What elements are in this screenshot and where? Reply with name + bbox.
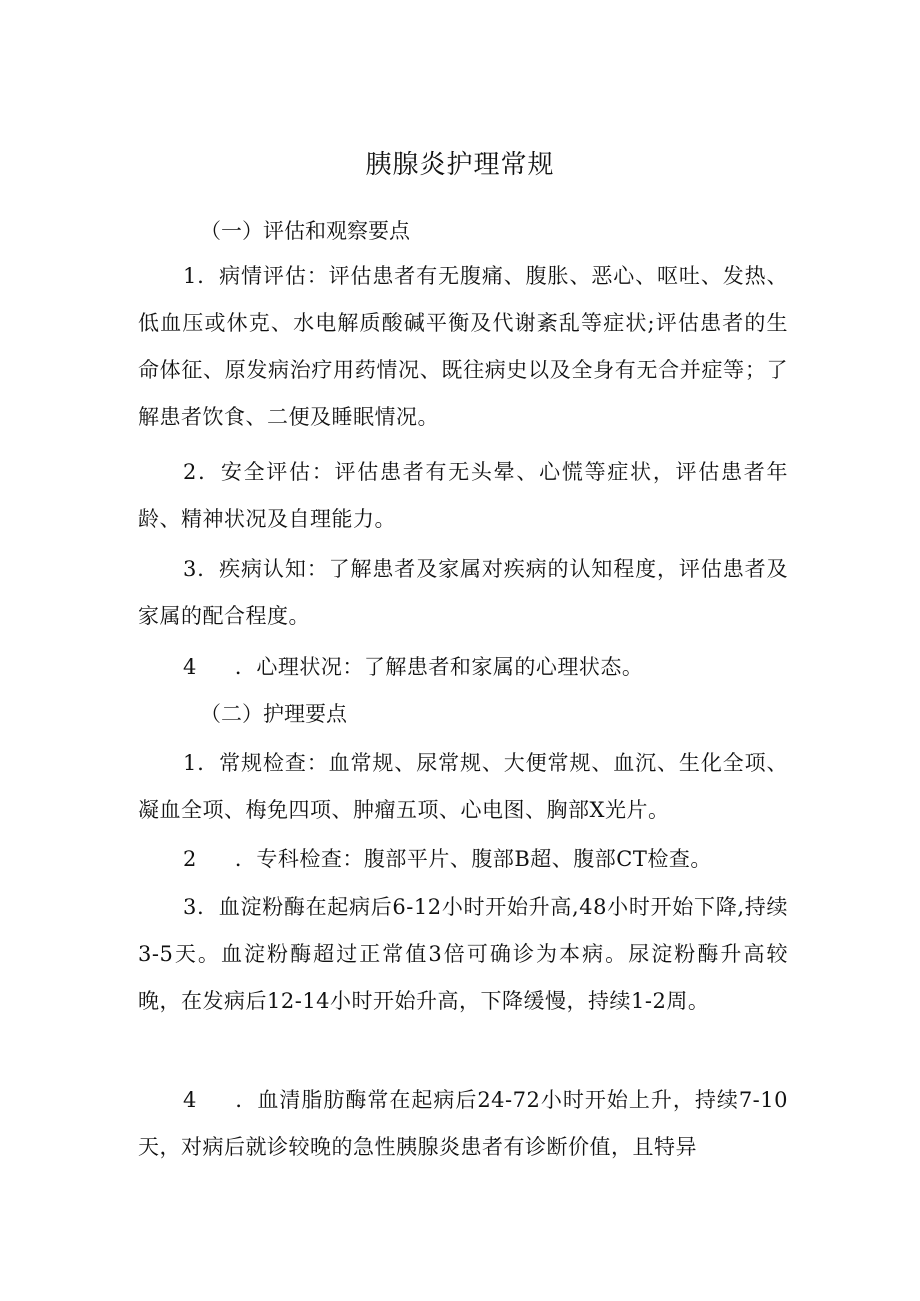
item-number: 4 bbox=[183, 1088, 197, 1112]
item-number: 4 bbox=[183, 655, 197, 679]
item-text: ．心理状况：了解患者和家属的心理状态。 bbox=[234, 655, 644, 679]
paragraph-condition-assessment: 1．病情评估：评估患者有无腹痛、腹胀、恶心、呕吐、发热、低血压或休克、水电解质酸碱平衡及代谢紊乱等症状;评估患者的生命体征、原发病治疗用药情况、既往病史以及全身有无合并症等；了解患者饮食、二便及睡眠情况。 bbox=[138, 264, 788, 429]
paragraph-disease-awareness: 3．疾病认知：了解患者及家属对疾病的认知程度，评估患者及家属的配合程度。 bbox=[138, 557, 788, 628]
item-text: ．专科检查：腹部平片、腹部B超、腹部CT检查。 bbox=[234, 847, 712, 871]
section-heading-nursing: （二）护理要点 bbox=[200, 702, 347, 726]
paragraph-serum-amylase: 3．血淀粉酶在起病后6-12小时开始升高,48小时开始下降,持续3-5天。血淀粉酶超过正常值3倍可确诊为本病。尿淀粉酶升高较晚，在发病后12-14小时开始升高，下降缓慢，持续1-2周。 bbox=[138, 895, 788, 1013]
item-text: ．血清脂肪酶常在起病后24-72小时开始上升，持续7-10天，对病后就诊较晚的急性胰腺炎患者有诊断价值，且特异 bbox=[138, 1088, 788, 1159]
section-heading-assessment: （一）评估和观察要点 bbox=[200, 219, 410, 243]
item-number: 2 bbox=[183, 847, 197, 871]
paragraph-safety-assessment: 2．安全评估：评估患者有无头晕、心慌等症状，评估患者年龄、精神状况及自理能力。 bbox=[138, 460, 788, 531]
paragraph-psychological-status bbox=[138, 644, 788, 691]
paragraph-specialist-exams bbox=[138, 836, 788, 883]
paragraph-routine-exams: 1．常规检查：血常规、尿常规、大便常规、血沉、生化全项、凝血全项、梅免四项、肿瘤五项、心电图、胸部X光片。 bbox=[138, 751, 788, 822]
paragraph-serum-lipase bbox=[138, 1077, 788, 1171]
document-title: 胰腺炎护理常规 bbox=[365, 150, 555, 180]
